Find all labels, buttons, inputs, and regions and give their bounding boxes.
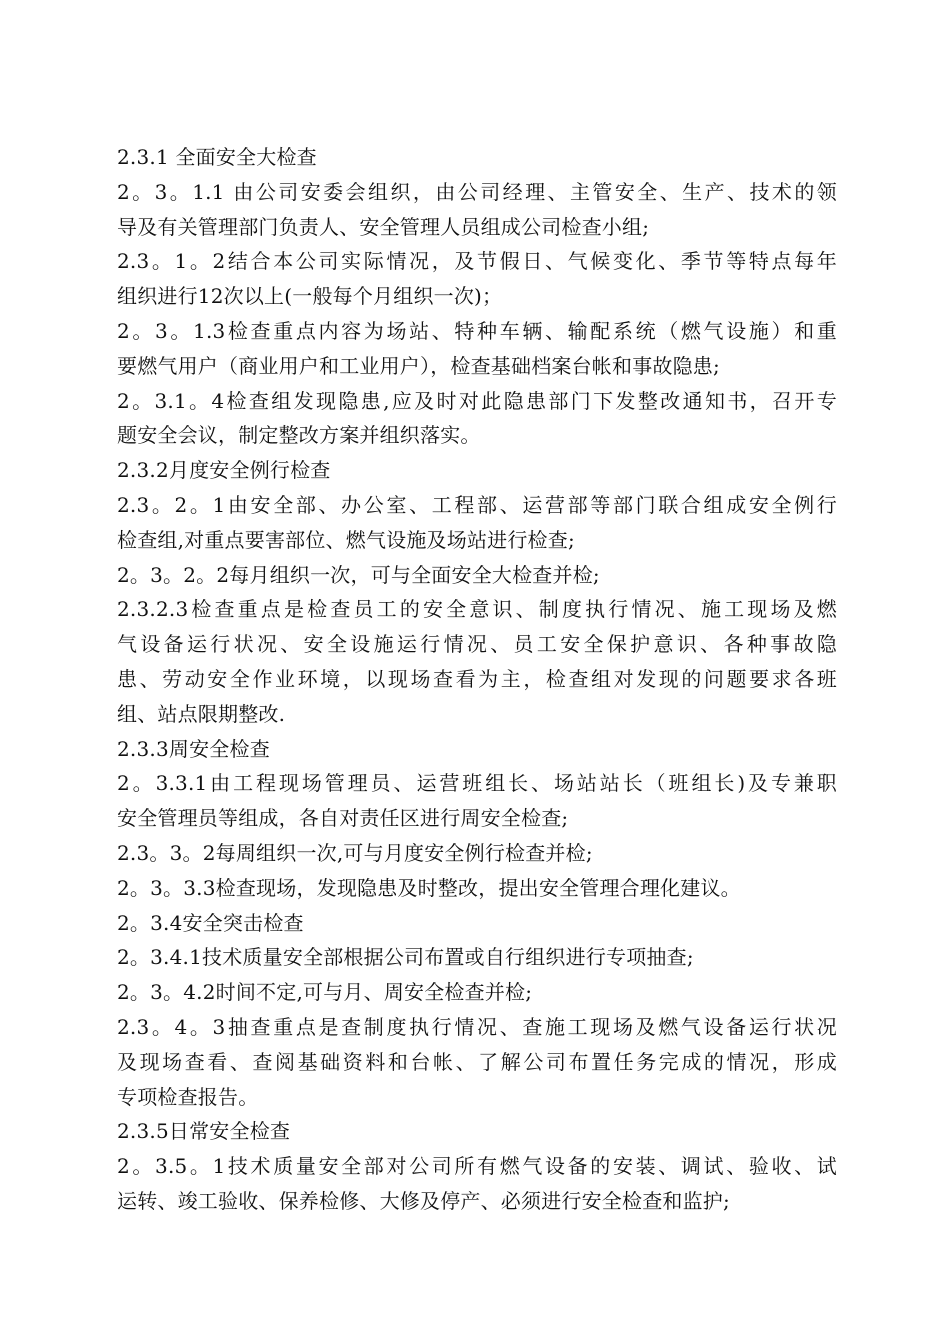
document-page	[117, 140, 837, 1219]
text-line: 2。3.5。1技术质量安全部对公司所有燃气设备的安装、调试、验收、试	[117, 1154, 837, 1179]
text-line: 2。3。1.3检查重点内容为场站、特种车辆、输配系统（燃气设施）和重	[117, 318, 837, 343]
text-line: 气设备运行状况、安全设施运行情况、员工安全保护意识、各种事故隐	[117, 632, 837, 657]
text-line: 2.3。4。3抽查重点是查制度执行情况、查施工现场及燃气设备运行状况	[117, 1014, 837, 1039]
text-line: 要燃气用户（商业用户和工业用户），检查基础档案台帐和事故隐患;	[117, 353, 720, 378]
text-line: 2。3。1.1 由公司安委会组织，由公司经理、主管安全、生产、技术的领	[117, 179, 837, 204]
text-line: 2.3。1。2结合本公司实际情况，及节假日、气候变化、季节等特点每年	[117, 249, 837, 274]
text-line: 2.3.1 全面安全大检查	[117, 145, 317, 169]
text-line: 患、劳动安全作业环境，以现场查看为主，检查组对发现的问题要求各班	[117, 666, 837, 691]
text-line: 2。3。4.2时间不定,可与月、周安全检查并检;	[117, 980, 533, 1005]
text-line: 2。3.4.1技术质量安全部根据公司布置或自行组织进行专项抽查;	[117, 945, 694, 970]
text-line: 2。3.4安全突击检查	[117, 910, 304, 935]
text-line: 组、站点限期整改.	[117, 701, 286, 726]
text-line: 检查组,对重点要害部位、燃气设施及场站进行检查;	[117, 527, 575, 552]
text-line: 2.3.2.3检查重点是检查员工的安全意识、制度执行情况、施工现场及燃	[117, 597, 837, 622]
text-line: 导及有关管理部门负责人、安全管理人员组成公司检查小组;	[117, 214, 650, 239]
text-line: 2。3。3.3检查现场，发现隐患及时整改，提出安全管理合理化建议。	[117, 875, 741, 900]
text-line: 2。3.1。4检查组发现隐患,应及时对此隐患部门下发整改通知书，召开专	[117, 388, 837, 413]
text-line: 2.3.5日常安全检查	[117, 1119, 291, 1144]
text-line: 安全管理员等组成，各自对责任区进行周安全检查;	[117, 806, 569, 831]
text-line: 2。3.3.1由工程现场管理员、运营班组长、场站站长（班组长)及专兼职	[117, 771, 837, 796]
text-line: 2.3.3周安全检查	[117, 736, 270, 761]
text-line: 题安全会议，制定整改方案并组织落实。	[117, 423, 481, 448]
text-line: 2。3。2。2每月组织一次，可与全面安全大检查并检;	[117, 562, 600, 587]
text-line: 2.3。3。2每周组织一次,可与月度安全例行检查并检;	[117, 840, 593, 865]
text-line: 专项检查报告。	[117, 1084, 259, 1109]
text-line: 组织进行12次以上(一般每个月组织一次)；	[117, 284, 503, 309]
text-line: 及现场查看、查阅基础资料和台帐、了解公司布置任务完成的情况，形成	[117, 1049, 837, 1074]
text-line: 运转、竣工验收、保养检修、大修及停产、必须进行安全检查和监护;	[117, 1188, 730, 1213]
text-line: 2.3。2。1由安全部、办公室、工程部、运营部等部门联合组成安全例行	[117, 492, 837, 517]
text-line: 2.3.2月度安全例行检查	[117, 458, 331, 483]
